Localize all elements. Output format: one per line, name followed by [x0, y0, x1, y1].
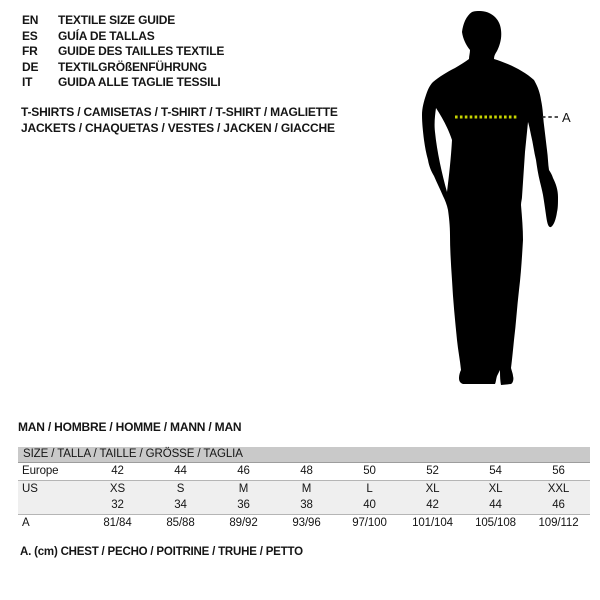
language-label: GUÍA DE TALLAS [58, 28, 155, 43]
language-code: ES [22, 28, 38, 43]
footnote-chest-measure: A. (cm) CHEST / PECHO / POITRINE / TRUHE / PETTO [20, 546, 303, 558]
cell: 32 [111, 499, 124, 512]
cell: 93/96 [292, 516, 321, 529]
language-row [22, 75, 224, 91]
category-line-jackets: JACKETS / CHAQUETAS / VESTES / JACKEN / GIACCHE [21, 120, 335, 135]
table-row-uk [18, 497, 590, 515]
language-label: GUIDE DES TAILLES TEXTILE [58, 44, 225, 59]
cell: 105/108 [475, 516, 516, 529]
cell: 89/92 [229, 516, 258, 529]
cell: 48 [300, 465, 313, 478]
cell: XS [109, 482, 126, 495]
cell: 101/104 [412, 516, 453, 529]
man-silhouette-figure [390, 2, 590, 402]
cell: S [176, 482, 185, 495]
cell: XXL [547, 482, 570, 495]
language-list [22, 13, 224, 91]
cell: 44 [174, 465, 187, 478]
row-label: Europe [22, 465, 59, 478]
cell: XL [425, 482, 440, 495]
language-code: IT [22, 75, 33, 90]
cell: 38 [300, 499, 313, 512]
size-table [18, 447, 590, 531]
cell: 109/112 [538, 516, 579, 529]
cell: 52 [426, 465, 439, 478]
language-row [22, 44, 224, 60]
language-code: EN [22, 13, 39, 27]
cell: 97/100 [352, 516, 387, 529]
cell: 36 [237, 499, 250, 512]
cell: 42 [426, 499, 439, 512]
row-label: A [22, 516, 30, 529]
language-code: DE [22, 59, 39, 74]
cell: 42 [111, 465, 124, 478]
table-row-us [18, 481, 590, 498]
table-row-europe [18, 463, 590, 481]
language-label: TEXTILE SIZE GUIDE [58, 13, 176, 27]
language-row [22, 29, 224, 45]
language-label: TEXTILGRÖßENFÜHRUNG [58, 59, 207, 74]
language-row [22, 60, 224, 76]
cell: 44 [489, 499, 502, 512]
cell: 46 [552, 499, 565, 512]
category-line-tshirts: T-SHIRTS / CAMISETAS / T-SHIRT / T-SHIRT / MAGLIETTE [21, 105, 338, 119]
man-silhouette-svg [390, 2, 590, 402]
cell: 34 [174, 499, 187, 512]
category-list [21, 105, 338, 136]
cell: 56 [552, 465, 565, 478]
cell: XL [488, 482, 503, 495]
cell: 46 [237, 465, 250, 478]
size-table-header: SIZE / TALLA / TAILLE / GRÖSSE / TAGLIA [18, 447, 590, 463]
cell: 85/88 [166, 516, 195, 529]
section-title-man: MAN / HOMBRE / HOMME / MANN / MAN [18, 420, 242, 434]
cell: 54 [489, 465, 502, 478]
cell: M [301, 482, 312, 495]
language-row [22, 13, 224, 29]
language-code: FR [22, 44, 38, 59]
measure-label-a: A [562, 110, 571, 125]
cell: 50 [363, 465, 376, 478]
cell: L [366, 482, 373, 495]
cell: 40 [363, 499, 376, 512]
cell: M [238, 482, 249, 495]
language-label: GUIDA ALLE TAGLIE TESSILI [58, 75, 221, 90]
table-row-chest [18, 515, 590, 532]
row-label: US [22, 482, 38, 495]
cell: 81/84 [103, 516, 132, 529]
man-silhouette-body [422, 11, 558, 385]
